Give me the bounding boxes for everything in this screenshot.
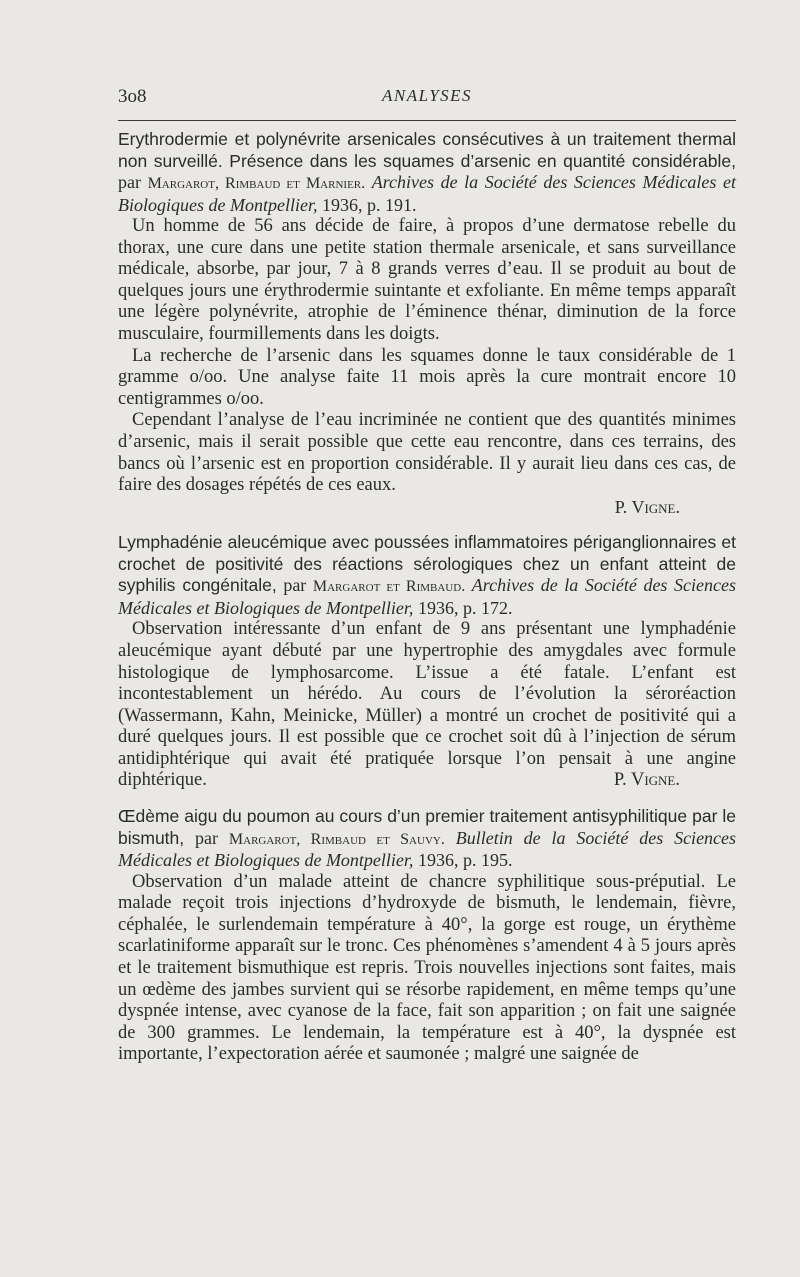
article-paragraph-text: Observation intéressante d’un enfant de 9 ans présentant une lymphadénie aleucémique ayant débuté par une hypertrophie des amygdales avec formule histologique de lymphosarcome. L’issue a été fatale. L’enfant est incontestablement un hérédo. Au cours de l’évolution la séroréaction (Wassermann, Kahn, Meinicke, Müller) a montré un crochet de positivité qui a duré quelques jours. Il est possible que ce crochet soit dû à l’injection de sérum antidiphtérique qui avait été pratiquée lorsque l’on pensait à une angine diphtérique.: [118, 619, 736, 791]
page-content: [118, 129, 736, 1066]
article-authors: Margarot, Rimbaud et Sauvy.: [228, 830, 445, 848]
article-headline: [118, 806, 736, 872]
article-title: Œdème aigu du poumon au cours d’un premier traitement antisyphilitique par le bismuth,: [118, 806, 736, 848]
article-journal: Archives de la Société des Sciences Médicales et Biologiques de Montpellier,: [118, 172, 737, 215]
article-authors: Margarot et Rimbaud.: [312, 578, 466, 596]
header-rule: [118, 120, 736, 121]
article-signature: P. Vigne.: [614, 496, 680, 517]
running-title: ANALYSES: [381, 86, 473, 105]
article-title: Erythrodermie et polynévrite arsenicales consécutives à un traitement thermal non surveillé. Présence dans les squames d’arsenic en quantité considérable,: [118, 129, 736, 171]
article-lymphadenie: [118, 532, 736, 792]
article-ref: 1936, p. 191.: [321, 194, 417, 215]
article-by: par: [118, 172, 141, 192]
article-authors: Margarot, Rimbaud et Marnier.: [147, 175, 366, 192]
article-erythrodermie: [118, 129, 736, 518]
article-ref: 1936, p. 172.: [417, 597, 513, 618]
article-ref: 1936, p. 195.: [417, 850, 513, 871]
article-paragraph: Cependant l’analyse de l’eau incriminée ne contient que des quantités minimes d’arsenic, mais il serait possible que cette eau rencontre, dans ces terrains, des bancs où l’arsenic est en proportion considérable. Il y aurait lieu dans ces cas, de faire des dosages répétés de ces eaux.: [118, 410, 736, 496]
article-paragraph: [118, 619, 736, 792]
article-headline: [118, 129, 736, 216]
article-journal: Bulletin de la Société des Sciences Médicales et Biologiques de Montpellier,: [118, 827, 737, 871]
article-oedeme: [118, 806, 736, 1066]
article-headline: [118, 532, 736, 619]
page-header: [118, 86, 736, 112]
article-paragraph: La recherche de l’arsenic dans les squames donne le taux considérable de 1 gramme o/oo. Une analyse faite 11 mois après la cure montrait encore 10 centigrammes o/oo.: [118, 345, 736, 409]
article-by: par: [283, 575, 307, 596]
article-paragraph: Un homme de 56 ans décide de faire, à propos d’une dermatose rebelle du thorax, une cure dans une petite station thermale arsenicale, et sans surveillance médicale, absorbe, par jour, 7 à 8 grands verres d’eau. Il se produit au bout de quelques jours une érythrodermie suintante et exfoliante. En même temps apparaît une légère polynévrite, atrophie de l’éminence thénar, diminution de la force musculaire, fourmillements dans les doigts.: [118, 216, 736, 344]
page-number: 3o8: [118, 86, 147, 107]
article-journal: Archives de la Société des Sciences Médicales et Biologiques de Montpellier,: [118, 575, 736, 618]
article-signature: P. Vigne.: [613, 770, 680, 791]
article-by: par: [195, 827, 219, 848]
article-title: Lymphadénie aleucémique avec poussées inflammatoires périganglionnaires et crochet de positivité des réactions sérologiques chez un enfant atteint de syphilis congénitale,: [118, 532, 736, 596]
article-paragraph: Observation d’un malade atteint de chancre syphilitique sous-préputial. Le malade reçoit trois injections d’hydroxyde de bismuth, le lendemain, fièvre, céphalée, le surlendemain température à 40°, la gorge est rouge, un érythème scarlatiniforme apparaît sur le tronc. Ces phénomènes s’amendent 4 à 5 jours après et le traitement bismuthique est repris. Trois nouvelles injections sont faites, mais un œdème des jambes survient qui se résorbe rapidement, en même temps qu’une dyspnée intense, avec cyanose de la face, fait son apparition ; on fait une saignée de 300 grammes. Le lendemain, la température est à 40°, la dyspnée est importante, l’expectoration aérée et saumonée ; malgré une saignée de: [118, 871, 736, 1065]
